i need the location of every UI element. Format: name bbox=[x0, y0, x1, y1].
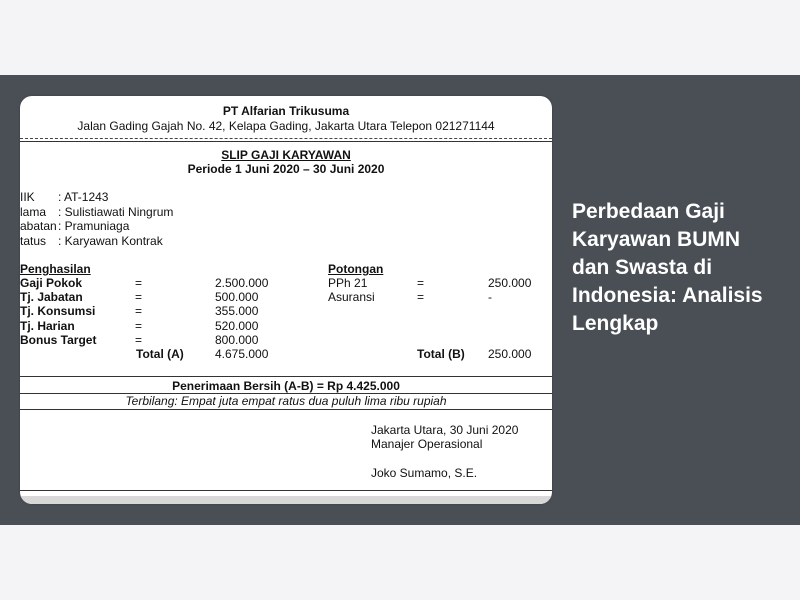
income-amount: 355.000 bbox=[215, 304, 259, 318]
signer-position: Manajer Operasional bbox=[371, 437, 483, 451]
salary-slip-image bbox=[20, 96, 552, 504]
image-bottom-edge bbox=[20, 496, 552, 504]
equals-sign: = bbox=[417, 290, 425, 304]
signer-name: Joko Sumamo, S.E. bbox=[371, 466, 478, 480]
income-label: Gaji Pokok bbox=[20, 276, 83, 290]
equals-sign: = bbox=[135, 333, 143, 347]
employee-value: : Pramuniaga bbox=[58, 219, 130, 233]
income-amount: 500.000 bbox=[215, 290, 259, 304]
slip-title: SLIP GAJI KARYAWAN bbox=[221, 148, 351, 162]
place-date: Jakarta Utara, 30 Juni 2020 bbox=[371, 423, 519, 437]
deduction-amount: 250.000 bbox=[488, 276, 532, 290]
income-label: Tj. Jabatan bbox=[20, 290, 83, 304]
income-total-label: Total (A) bbox=[136, 347, 184, 361]
employee-value: : Sulistiawati Ningrum bbox=[58, 205, 174, 219]
equals-sign: = bbox=[135, 276, 143, 290]
divider bbox=[20, 141, 552, 142]
deduction-label: Asuransi bbox=[328, 290, 375, 304]
equals-sign: = bbox=[417, 276, 425, 290]
article-headline: Perbedaan Gaji Karyawan BUMN dan Swasta di Indonesia: Analisis Lengkap bbox=[572, 200, 763, 335]
employee-value: : AT-1243 bbox=[58, 190, 109, 204]
divider bbox=[20, 409, 552, 410]
income-total-value: 4.675.000 bbox=[215, 347, 269, 361]
employee-label: IIK bbox=[20, 190, 35, 204]
income-amount: 800.000 bbox=[215, 333, 259, 347]
employee-label: lama bbox=[20, 205, 47, 219]
income-amount: 520.000 bbox=[215, 319, 259, 333]
slip-period: Periode 1 Juni 2020 – 30 Juni 2020 bbox=[187, 162, 385, 176]
equals-sign: = bbox=[135, 319, 143, 333]
income-label: Bonus Target bbox=[20, 333, 97, 347]
employee-value: : Karyawan Kontrak bbox=[58, 234, 163, 248]
deduction-amount: - bbox=[488, 290, 492, 304]
employee-label: tatus bbox=[20, 234, 47, 248]
income-amount: 2.500.000 bbox=[215, 276, 269, 290]
divider bbox=[20, 490, 552, 491]
equals-sign: = bbox=[135, 304, 143, 318]
employee-label: abatan bbox=[20, 219, 57, 233]
amount-in-words: Terbilang: Empat juta empat ratus dua puluh lima ribu rupiah bbox=[125, 394, 447, 408]
net-pay: Penerimaan Bersih (A-B) = Rp 4.425.000 bbox=[172, 379, 400, 393]
income-label: Tj. Harian bbox=[20, 319, 75, 333]
deductions-heading: Potongan bbox=[328, 262, 384, 276]
deductions-total-label: Total (B) bbox=[417, 347, 465, 361]
company-name: PT Alfarian Trikusuma bbox=[222, 104, 350, 118]
divider bbox=[20, 138, 552, 139]
deduction-label: PPh 21 bbox=[328, 276, 368, 290]
company-address: Jalan Gading Gajah No. 42, Kelapa Gading, Jakarta Utara Telepon 021271144 bbox=[77, 119, 495, 133]
income-label: Tj. Konsumsi bbox=[20, 304, 96, 318]
divider bbox=[20, 376, 552, 377]
deductions-total-value: 250.000 bbox=[488, 347, 532, 361]
equals-sign: = bbox=[135, 290, 143, 304]
income-heading: Penghasilan bbox=[20, 262, 91, 276]
